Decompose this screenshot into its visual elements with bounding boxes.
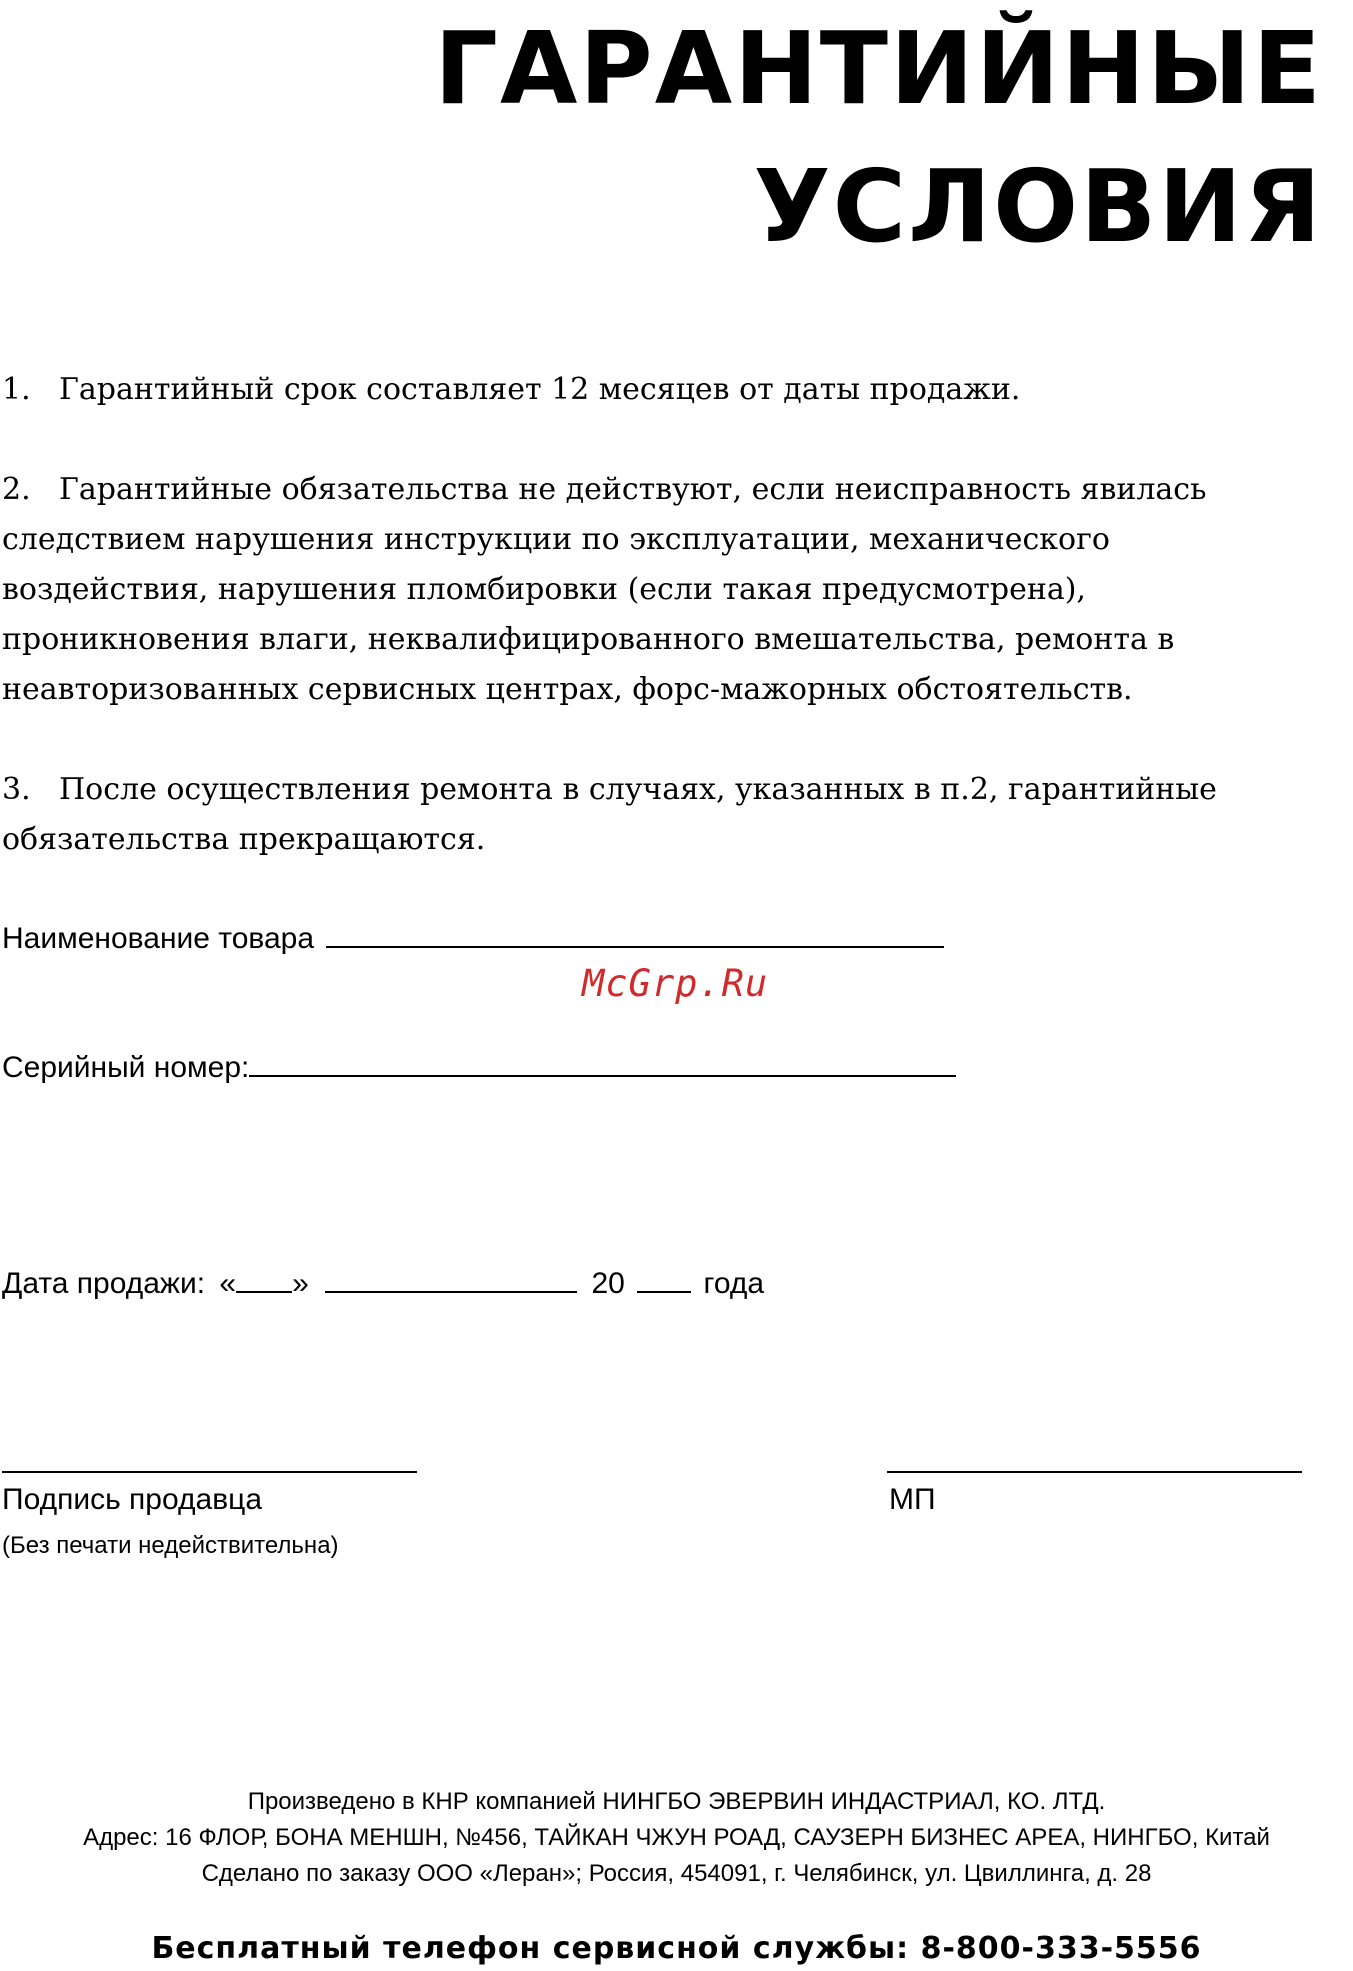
stamp-label: МП [889, 1483, 936, 1516]
page-title [434, 0, 1323, 276]
seller-signature-label: Подпись продавца [2, 1483, 263, 1516]
sale-date-label: Дата продажи: [2, 1267, 206, 1300]
service-hotline: Бесплатный телефон сервисной службы: 8-800-333-5556 [151, 1931, 1202, 1966]
product-name-field [2, 918, 944, 957]
sale-date-year-prefix: 20 [591, 1267, 625, 1300]
clause-number: 1. [2, 372, 31, 407]
watermark: McGrp.Ru [582, 962, 769, 1005]
sale-date-year-suffix: года [703, 1267, 765, 1300]
sale-day-blank[interactable] [236, 1263, 292, 1293]
product-name-blank[interactable] [326, 918, 944, 948]
clause-3 [2, 765, 1302, 865]
serial-number-label: Серийный номер: [2, 1051, 250, 1084]
sale-date-close-quote: » [292, 1267, 309, 1300]
sale-date-field [2, 1263, 764, 1302]
clause-text: Гарантийные обязательства не действуют, если неисправность явилась следствием нарушения инструкции по эксплуатации, механического воздействия, нарушения пломбировки (если такая предусмотрена), проникновения влаги, неквалифицированного вмешательства, ремонта в неавторизованных сервисных центрах, форс-мажорных обстоятельств. [2, 472, 1207, 707]
warranty-clauses [2, 365, 1302, 915]
footer-address: Адрес: 16 ФЛОР, БОНА МЕНШН, №456, ТАЙКАН ЧЖУН РОАД, САУЗЕРН БИЗНЕС АРЕА, НИНГБО, Китай [83, 1824, 1270, 1851]
product-name-label: Наименование товара [2, 922, 315, 955]
clause-2 [2, 465, 1302, 715]
clause-text: После осуществления ремонта в случаях, указанных в п.2, гарантийные обязательства прекращаются. [2, 772, 1217, 857]
seller-signature-line[interactable] [2, 1471, 417, 1473]
sale-date-open-quote: « [219, 1267, 237, 1300]
stamp-line[interactable] [887, 1471, 1302, 1473]
title-line-1: ГАРАНТИЙНЫЕ [434, 10, 1323, 127]
footer-ordered-by: Сделано по заказу ООО «Леран»; Россия, 454091, г. Челябинск, ул. Цвиллинга, д. 28 [201, 1860, 1152, 1887]
clause-number: 3. [2, 772, 31, 807]
clause-text: Гарантийный срок составляет 12 месяцев от даты продажи. [59, 372, 1021, 407]
seller-signature-note: (Без печати недействительна) [2, 1532, 339, 1559]
serial-number-blank[interactable] [249, 1047, 956, 1077]
title-line-2: УСЛОВИЯ [753, 148, 1323, 265]
serial-number-field [2, 1047, 956, 1086]
sale-year-blank[interactable] [637, 1263, 691, 1293]
footer-manufacturer: Произведено в КНР компанией НИНГБО ЭВЕРВИН ИНДАСТРИАЛ, КО. ЛТД. [247, 1788, 1106, 1815]
sale-month-blank[interactable] [325, 1263, 577, 1293]
clause-number: 2. [2, 472, 31, 507]
clause-1 [2, 365, 1302, 415]
